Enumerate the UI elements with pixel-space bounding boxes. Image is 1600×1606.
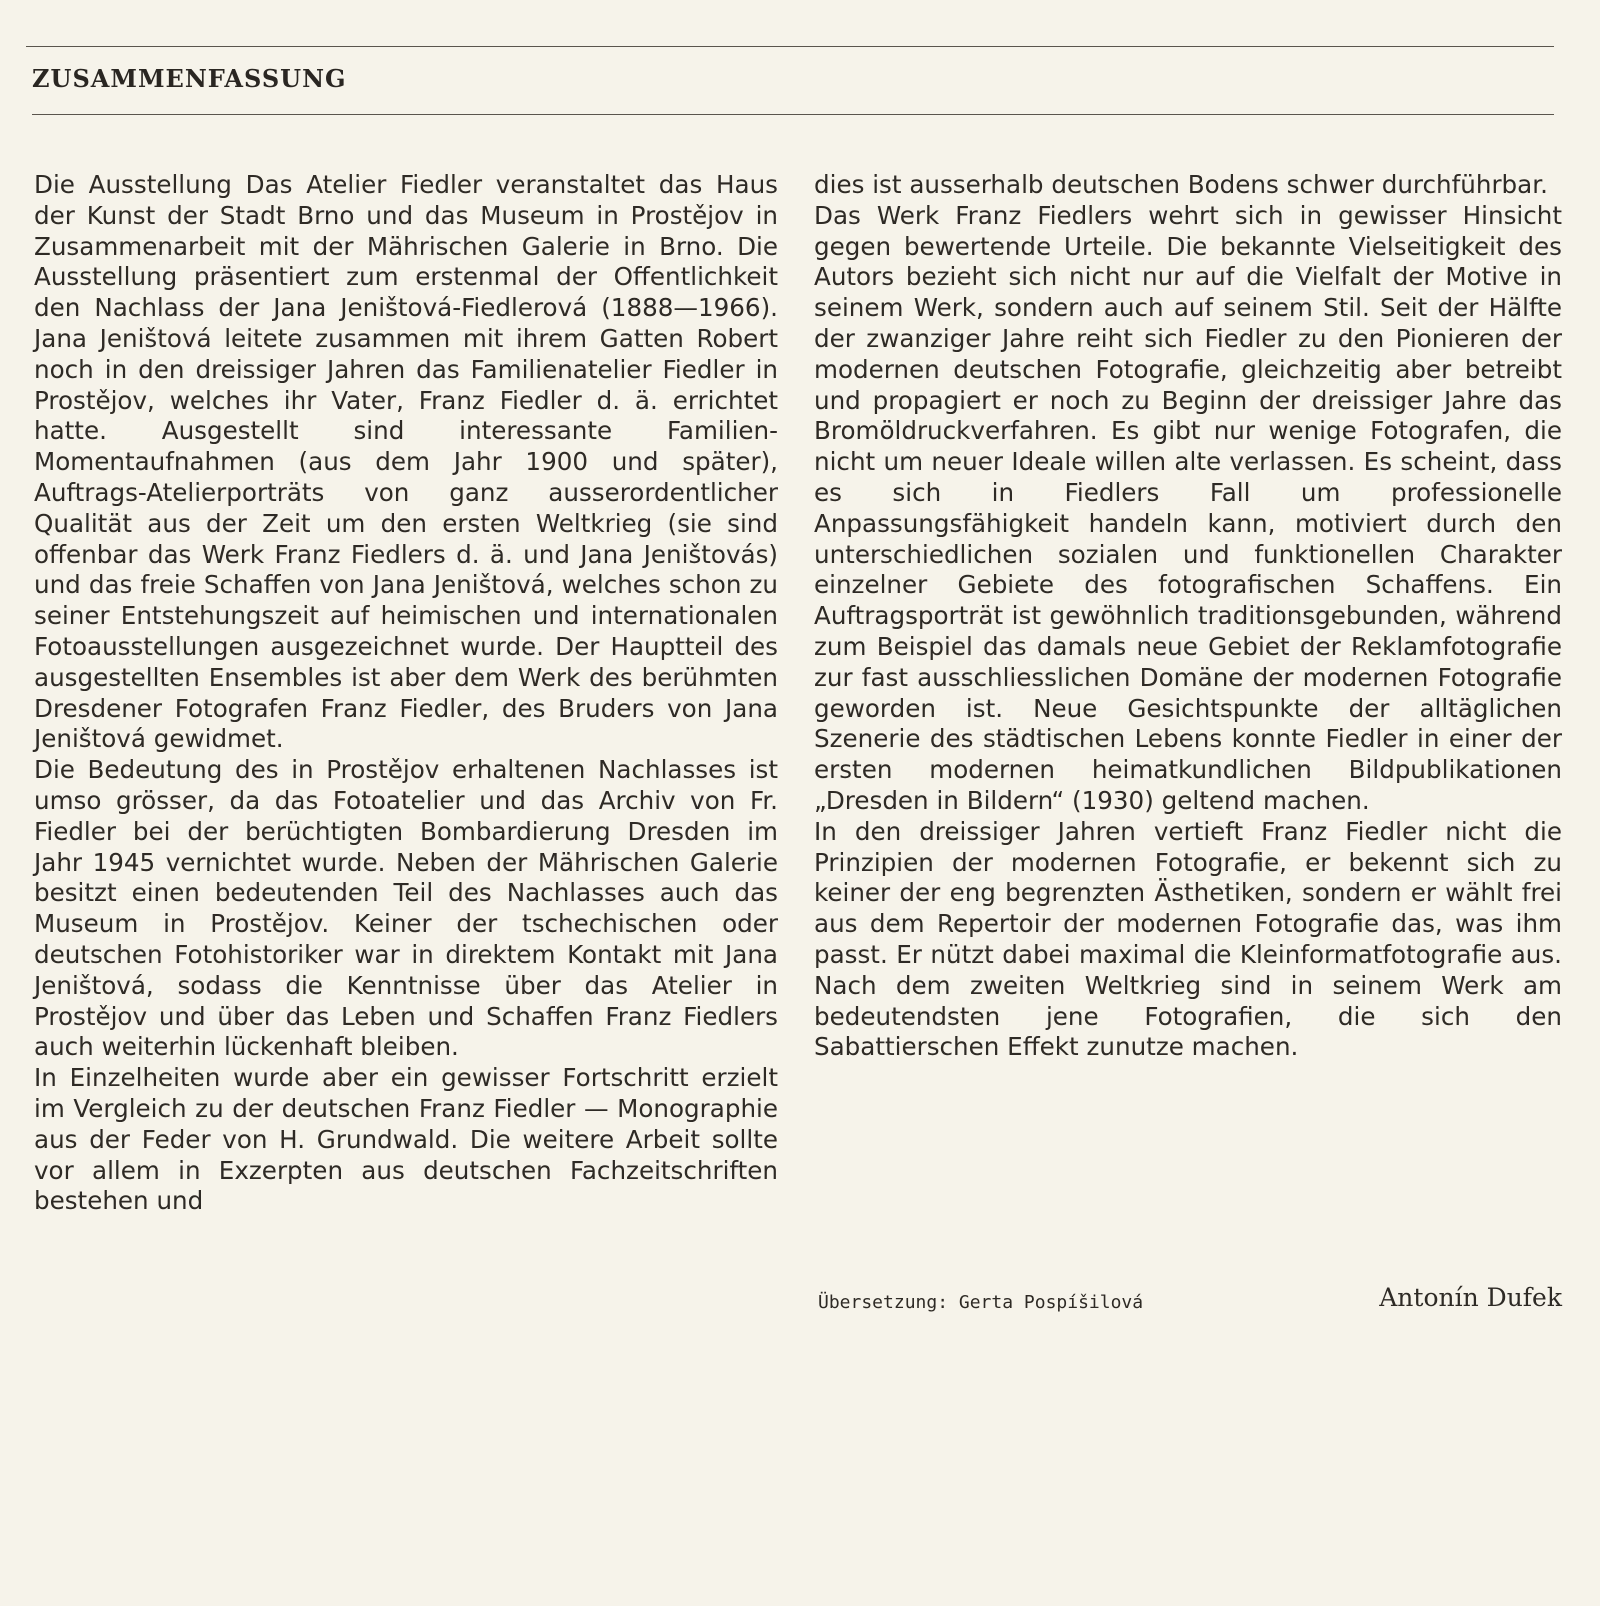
heading-underline-rule (32, 114, 1554, 115)
paragraph: dies ist ausserhalb deutschen Bodens schwer durchführbar. (814, 170, 1548, 199)
paragraph: In den dreissiger Jahren vertieft Franz Fiedler nicht die Prinzipien der modernen Fotografie, er bekennt sich zu keiner der eng begrenzten Ästhetiken, sondern er wählt frei aus dem Repertoir der modernen Fotografie das, was ihm passt. Er nützt dabei maximal die Kleinformatfotografie aus. Nach dem zweiten Weltkrieg sind in seinem Werk am bedeutendsten jene Fotografien, die sich den Sabattierschen Effekt zunutze machen. (814, 816, 1562, 1062)
paragraph: Das Werk Franz Fiedlers wehrt sich in gewisser Hinsicht gegen bewertende Urteile. Die bekannte Vielseitigkeit des Autors bezieht sich nicht nur auf die Vielfalt der Motive in seinem Werk, sondern auch auf seinem Stil. Seit der Hälfte der zwanziger Jahre reiht sich Fiedler zu den Pionieren der modernen deutschen Fotografie, gleichzeitig aber betreibt und propagiert er noch zu Beginn der dreissiger Jahre das Bromöldruckverfahren. Es gibt nur wenige Fotografen, die nicht um neuer Ideale willen alte verlassen. Es scheint, dass es sich in Fiedlers Fall um professionelle Anpassungsfähigkeit handeln kann, motiviert durch den unterschiedlichen sozialen und funktionellen Charakter einzelner Gebiete des fotografischen Schaffens. Ein Auftragsporträt ist gewöhnlich traditionsgebunden, während zum Beispiel das damals neue Gebiet der Reklamfotografie zur fast ausschliesslichen Domäne der modernen Fotografie geworden ist. Neue Gesichtspunkte der alltäglichen Szenerie des städtischen Lebens konnte Fiedler in einer der ersten modernen heimatkundlichen Bildpublikationen „Dresden in Bildern“ (1930) geltend machen. (814, 200, 1562, 815)
translator-credit: Übersetzung: Gerta Pospíšilová (818, 1292, 1144, 1313)
paragraph: Die Bedeutung des in Prostějov erhaltenen Nachlasses ist umso grösser, da das Fotoatelier und das Archiv von Fr. Fiedler bei der berüchtigten Bombardierung Dresden im Jahr 1945 vernichtet wurde. Neben der Mährischen Galerie besitzt einen bedeutenden Teil des Nachlasses auch das Museum in Prostějov. Keiner der tschechischen oder deutschen Fotohistoriker war in direktem Kontakt mit Jana Jeništová, sodass die Kenntnisse über das Atelier in Prostějov und über das Leben und Schaffen Franz Fiedlers auch weiterhin lückenhaft bleiben. (34, 755, 778, 1062)
paragraph: In Einzelheiten wurde aber ein gewisser Fortschritt erzielt im Vergleich zu der deutschen Franz Fiedler — Monographie aus der Feder von H. Grundwald. Die weitere Arbeit sollte vor allem in Exzerpten aus deutschen Fachzeitschriften bestehen und (34, 1063, 778, 1216)
right-text-column (814, 170, 1562, 1063)
top-rule (26, 46, 1554, 47)
section-heading: ZUSAMMENFASSUNG (32, 64, 347, 93)
paragraph: Die Ausstellung Das Atelier Fiedler veranstaltet das Haus der Kunst der Stadt Brno und das Museum in Prostějov in Zusammenarbeit mit der Mährischen Galerie in Brno. Die Ausstellung präsentiert zum erstenmal der Offentlichkeit den Nachlass der Jana Jeništová-Fiedlerová (1888—1966). Jana Jeništová leitete zusammen mit ihrem Gatten Robert noch in den dreissiger Jahren das Familienatelier Fiedler in Prostějov, welches ihr Vater, Franz Fiedler d. ä. errichtet hatte. Ausgestellt sind interessante Familien-Momentaufnahmen (aus dem Jahr 1900 und später), Auftrags-Atelierporträts von ganz ausserordentlicher Qualität aus der Zeit um den ersten Weltkrieg (sie sind offenbar das Werk Franz Fiedlers d. ä. und Jana Jeništovás) und das freie Schaffen von Jana Jeništová, welches schon zu seiner Entstehungszeit auf heimischen und internationalen Fotoausstellungen ausgezeichnet wurde. Der Hauptteil des ausgestellten Ensembles ist aber dem Werk des berühmten Dresdener Fotografen Franz Fiedler, des Bruders von Jana Jeništová gewidmet. (34, 170, 778, 754)
left-text-column (34, 170, 778, 1217)
author-name: Antonín Dufek (1379, 1283, 1562, 1312)
